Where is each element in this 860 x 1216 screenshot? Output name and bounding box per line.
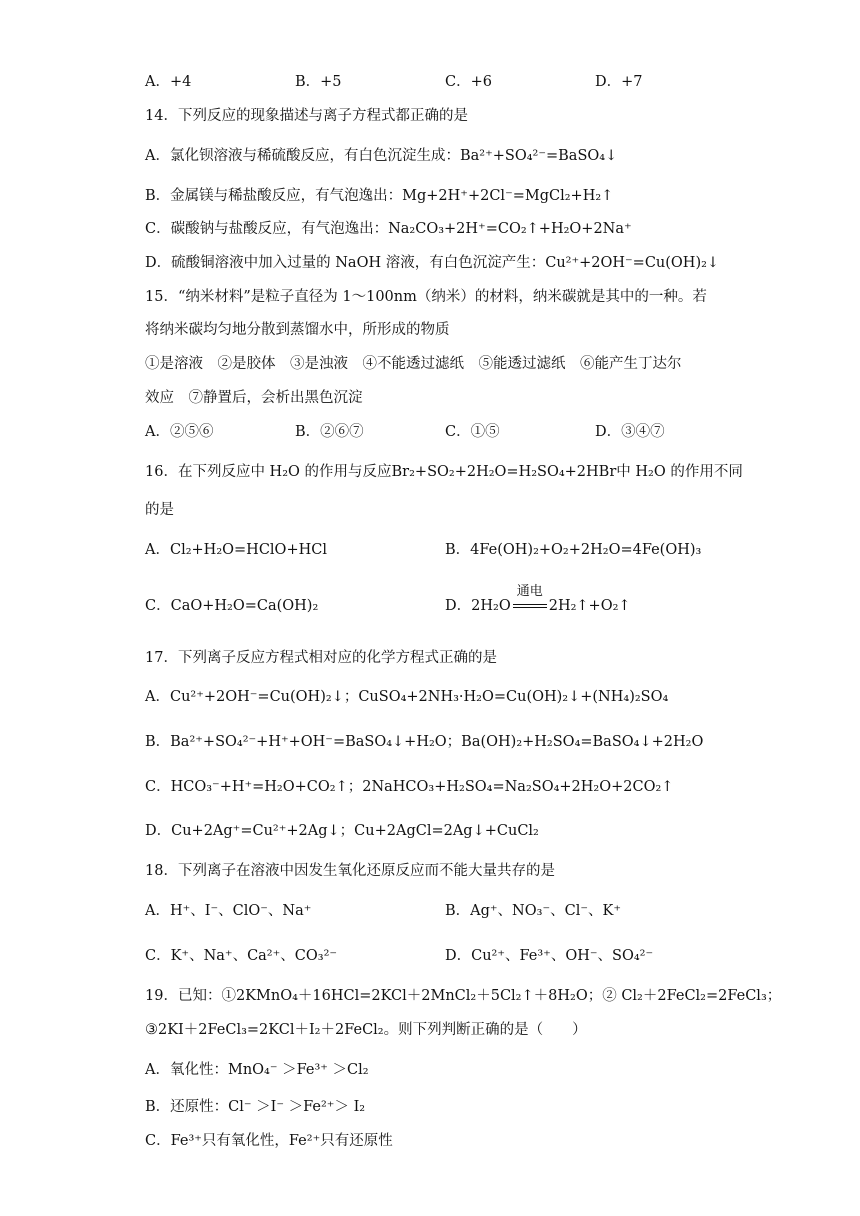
question-18-stem: 18．下列离子在溶液中因发生氧化还原反应而不能大量共存的是 bbox=[145, 863, 555, 879]
q16-a-equation: Cl₂+H₂O=HClO+HCl bbox=[169, 542, 327, 558]
q14-a-text: A．氯化钡溶液与稀硫酸反应，有白色沉淀生成： bbox=[145, 148, 460, 164]
q16-d-right: 2H₂↑+O₂↑ bbox=[548, 598, 631, 614]
q18-option-c: C．K⁺、Na⁺、Ca²⁺、CO₃²⁻ bbox=[145, 948, 338, 964]
q15-option-b: B．②⑥⑦ bbox=[295, 424, 364, 440]
q19-option-b: B．还原性：Cl⁻ ＞I⁻ ＞Fe²⁺＞ I₂ bbox=[145, 1099, 366, 1115]
question-15-line2: 将纳米碳均匀地分散到蒸馏水中，所形成的物质 bbox=[145, 322, 450, 338]
q16-option-d bbox=[445, 584, 631, 616]
q16-pre: 16．在下列反应中 H₂O 的作用与反应 bbox=[145, 464, 392, 480]
q14-option-d bbox=[145, 253, 719, 273]
q18-option-a: A．H⁺、I⁻、ClO⁻、Na⁺ bbox=[145, 903, 312, 919]
question-19-line2: ③2KI＋2FeCl₃=2KCl＋I₂＋2FeCl₂。则下列判断正确的是（ ） bbox=[145, 1022, 587, 1038]
electrolysis-condition bbox=[513, 584, 547, 616]
q19-option-c: C．Fe³⁺只有氧化性，Fe²⁺只有还原性 bbox=[145, 1133, 393, 1149]
q17-option-b: B．Ba²⁺+SO₄²⁻+H⁺+OH⁻=BaSO₄↓+H₂O；Ba(OH)₂+H₂SO₄=BaSO₄↓+2H₂O bbox=[145, 734, 704, 750]
q17-option-d: D．Cu+2Ag⁺=Cu²⁺+2Ag↓；Cu+2AgCl=2Ag↓+CuCl₂ bbox=[145, 823, 539, 839]
q14-c-equation: Na₂CO₃+2H⁺=CO₂↑+H₂O+2Na⁺ bbox=[388, 221, 632, 237]
q16-option-b bbox=[445, 540, 701, 560]
option-b: B．+5 bbox=[295, 74, 342, 90]
question-16-line2: 的是 bbox=[145, 502, 174, 518]
option-a: A．+4 bbox=[145, 74, 192, 90]
q16-c-label: C． bbox=[145, 598, 171, 614]
q15-option-c: C．①⑤ bbox=[445, 424, 500, 440]
q14-c-text: C．碳酸钠与盐酸反应，有气泡逸出： bbox=[145, 221, 389, 237]
q17-option-a: A．Cu²⁺+2OH⁻=Cu(OH)₂↓；CuSO₄+2NH₃·H₂O=Cu(OH)₂↓+(NH₄)₂SO₄ bbox=[145, 689, 669, 705]
question-17-stem: 17．下列离子反应方程式相对应的化学方程式正确的是 bbox=[145, 650, 497, 666]
option-d: D．+7 bbox=[595, 74, 643, 90]
q16-c-equation: CaO+H₂O=Ca(OH)₂ bbox=[170, 598, 319, 614]
q16-d-label: D． bbox=[445, 598, 472, 614]
q16-option-a bbox=[145, 540, 327, 560]
q16-b-equation: 4Fe(OH)₂+O₂+2H₂O=4Fe(OH)₃ bbox=[470, 542, 702, 558]
q14-d-equation: Cu²⁺+2OH⁻=Cu(OH)₂↓ bbox=[545, 255, 720, 271]
q14-b-equation: Mg+2H⁺+2Cl⁻=MgCl₂+H₂↑ bbox=[402, 188, 614, 204]
q14-option-b bbox=[145, 186, 613, 206]
question-15-line1: 15．“纳米材料”是粒子直径为 1～100nm（纳米）的材料，纳米碳就是其中的一种。若 bbox=[145, 289, 707, 305]
question-15-line3: ①是溶液 ②是胶体 ③是浊液 ④不能透过滤纸 ⑤能透过滤纸 ⑥能产生丁达尔 bbox=[145, 356, 682, 372]
condition-label: 通电 bbox=[516, 584, 543, 599]
q16-d-left: 2H₂O bbox=[471, 598, 511, 614]
q16-a-label: A． bbox=[145, 542, 170, 558]
q16-post: 中 H₂O 的作用不同 bbox=[616, 464, 743, 480]
q14-b-text: B．金属镁与稀盐酸反应，有气泡逸出： bbox=[145, 188, 403, 204]
question-19-line1: 19．已知：①2KMnO₄＋16HCl=2KCl＋2MnCl₂＋5Cl₂↑＋8H₂O；② Cl₂＋2FeCl₂=2FeCl₃； bbox=[145, 988, 782, 1004]
question-14-stem: 14．下列反应的现象描述与离子方程式都正确的是 bbox=[145, 108, 468, 124]
q14-option-c bbox=[145, 219, 632, 239]
q14-d-text: D．硫酸铜溶液中加入过量的 NaOH 溶液，有白色沉淀产生： bbox=[145, 255, 546, 271]
q16-reference-equation: Br₂+SO₂+2H₂O=H₂SO₄+2HBr bbox=[391, 464, 617, 480]
q14-option-a bbox=[145, 146, 617, 166]
q16-option-c bbox=[145, 596, 318, 616]
q18-option-d: D．Cu²⁺、Fe³⁺、OH⁻、SO₄²⁻ bbox=[445, 948, 654, 964]
question-15-line4: 效应 ⑦静置后，会析出黑色沉淀 bbox=[145, 390, 363, 406]
q16-b-label: B． bbox=[445, 542, 471, 558]
q15-option-d: D．③④⑦ bbox=[595, 424, 665, 440]
q18-option-b: B．Ag⁺、NO₃⁻、Cl⁻、K⁺ bbox=[445, 903, 621, 919]
q19-option-a: A．氧化性：MnO₄⁻ ＞Fe³⁺ ＞Cl₂ bbox=[145, 1062, 369, 1078]
equals-sign bbox=[513, 604, 547, 608]
q17-option-c: C．HCO₃⁻+H⁺=H₂O+CO₂↑；2NaHCO₃+H₂SO₄=Na₂SO₄+2H₂O+2CO₂↑ bbox=[145, 779, 674, 795]
option-c: C．+6 bbox=[445, 74, 492, 90]
q15-option-a: A．②⑤⑥ bbox=[145, 424, 214, 440]
q14-a-equation: Ba²⁺+SO₄²⁻=BaSO₄↓ bbox=[459, 148, 618, 164]
question-16-line1 bbox=[145, 462, 743, 482]
